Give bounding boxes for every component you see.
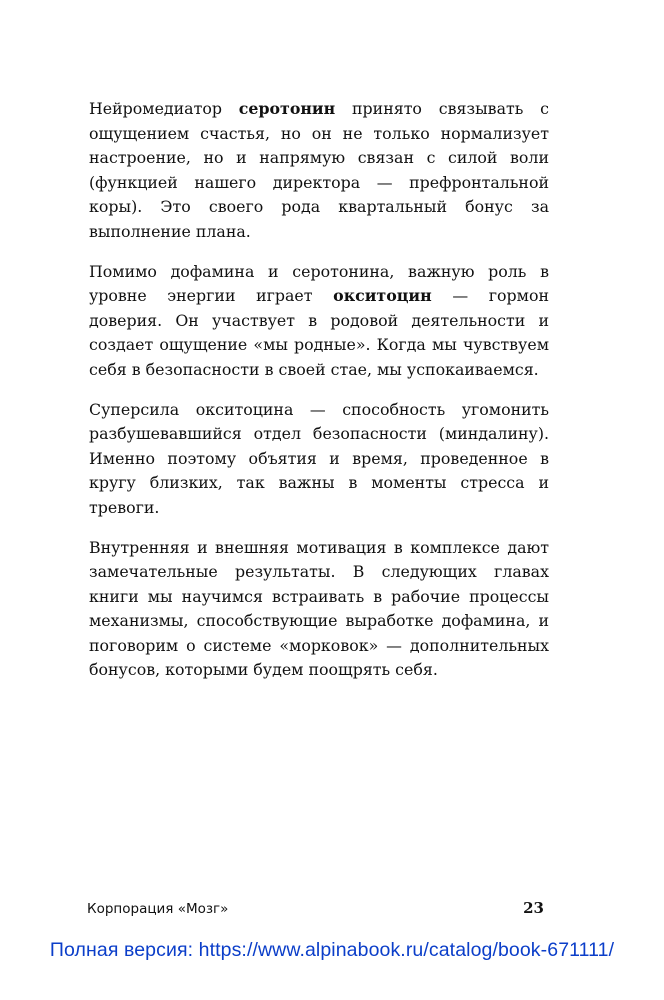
bold-term-serotonin: серотонин [238, 99, 336, 118]
bold-term-oxytocin: окситоцин [333, 286, 432, 306]
page-number: 23 [523, 899, 544, 917]
paragraph [89, 97, 549, 245]
paragraph [89, 398, 549, 521]
paragraph-text: Внутренняя и внешняя мотивация в комплексе дают замечательные результаты. В следующих главах книги мы научимся встраивать в рабочие процессы механизмы, способствующие выработке дофамина, и поговорим о системе «морковок» — дополнительных бонусов, которыми будем поощрять себя. [89, 537, 549, 680]
body-text [89, 97, 549, 698]
paragraph-text: Суперсила окситоцина — способность угомонить разбушевавшийся отдел безопасности (миндалину). Именно поэтому объятия и время, проведенное в кругу близких, так важны в моменты стресса и тревоги. [89, 399, 549, 517]
paragraph-text: — гормон доверия. Он участвует в родовой деятельности и создает ощущение «мы родные». Когда мы чувствуем себя в безопасности в своей стае, мы успокаиваемся. [89, 286, 549, 379]
paragraph [89, 260, 549, 383]
paragraph-text: принято связывать с ощущением счастья, но он не только нормализует настроение, но и напрямую связан с силой воли (функцией нашего директора — префронтальной коры). Это своего рода квартальный бонус за выполнение плана. [89, 99, 549, 241]
paragraph-text: Нейромедиатор [89, 99, 239, 118]
paragraph-text: Помимо дофамина и серотонина, важную роль в уровне энергии играет [89, 261, 549, 306]
full-version-link[interactable]: Полная версия: https://www.alpinabook.ru/catalog/book-671111/ [49, 939, 615, 961]
paragraph [89, 536, 549, 684]
running-footer-title: Корпорация «Мозг» [87, 901, 229, 917]
